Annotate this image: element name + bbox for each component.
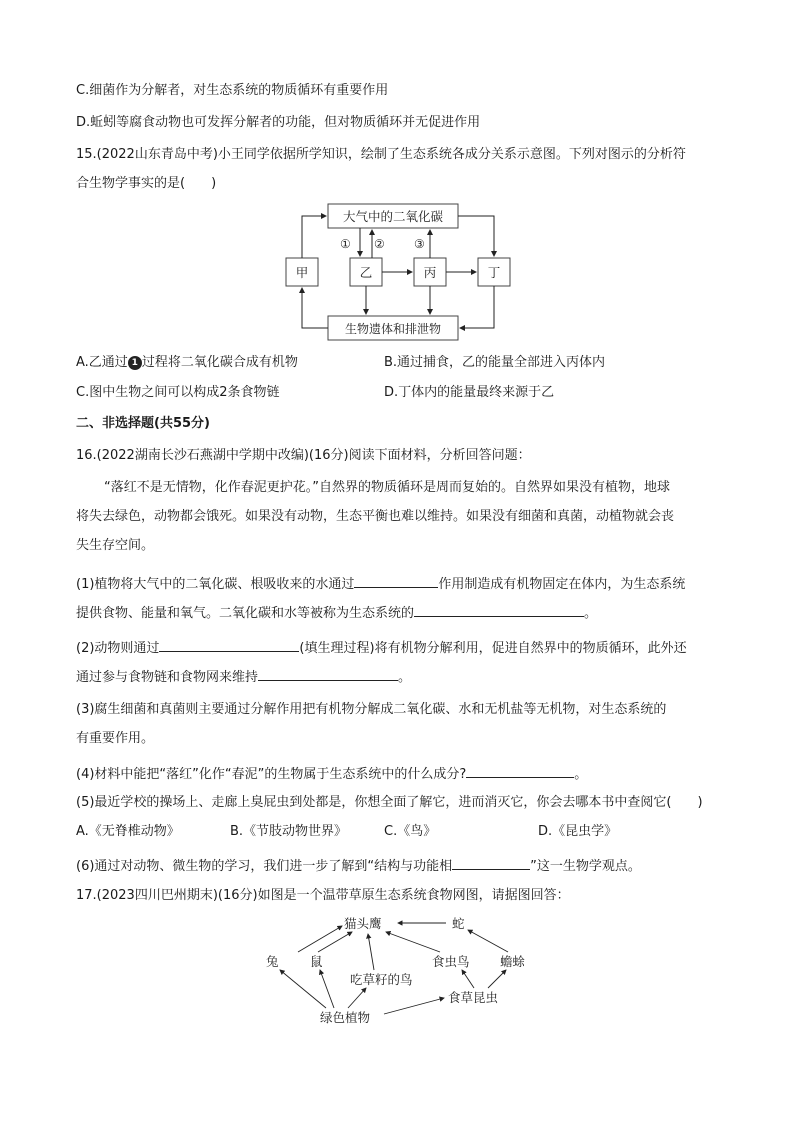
section-heading: 二、非选择题(共55分) — [76, 416, 210, 431]
q16-sub1-line1 — [76, 573, 685, 594]
node-mouse: 鼠 — [310, 954, 323, 969]
q16-sub2-text-d: 。 — [398, 670, 412, 685]
q16-para-line1: “落红不是无情物，化作春泥更护花。”自然界的物质循环是周而复始的。自然界如果没有植物，地球 — [104, 480, 670, 495]
q15-stem-line1: 15.(2022山东青岛中考)小王同学依据所学知识，绘制了生态系统各成分关系示意图。下列对图示的分析符 — [76, 147, 686, 162]
label-yi: 乙 — [359, 265, 373, 280]
q16-sub4-text-b: 。 — [574, 767, 588, 782]
q16-sub5-option-b: B.《节肢动物世界》 — [230, 824, 348, 839]
node-toad: 蟾蜍 — [500, 954, 526, 969]
node-insect-bird: 食虫鸟 — [432, 954, 470, 969]
q14-option-c: C.细菌作为分解者，对生态系统的物质循环有重要作用 — [76, 83, 389, 98]
q16-sub6-text-a: (6)通过对动物、微生物的学习，我们进一步了解到“结构与功能相 — [76, 859, 453, 874]
q16-sub3-line1: (3)腐生细菌和真菌则主要通过分解作用把有机物分解成二氧化碳、水和无机盐等无机物，对生态系统的 — [76, 702, 667, 717]
q16-sub1-text-c: 提供食物、能量和氧气。二氧化碳和水等被称为生态系统的 — [76, 606, 415, 621]
q16-sub1-line2 — [76, 602, 597, 623]
q15-option-d: D.丁体内的能量最终来源于乙 — [384, 385, 555, 400]
node-insect: 食草昆虫 — [448, 990, 499, 1005]
ecosystem-diagram — [280, 198, 520, 348]
label-remains: 生物遗体和排泄物 — [344, 322, 442, 336]
answer-blank-5[interactable] — [466, 763, 574, 778]
q15-stem-line2: 合生物学事实的是( ) — [76, 176, 217, 191]
q16-sub1-text-a: (1)植物将大气中的二氧化碳、根吸收来的水通过 — [76, 577, 355, 592]
label-jia: 甲 — [295, 265, 309, 280]
q16-sub2-text-c: 通过参与食物链和食物网来维持 — [76, 670, 259, 685]
label-co2: 大气中的二氧化碳 — [342, 209, 444, 224]
q16-para-line3: 失生存空间。 — [76, 538, 155, 553]
q17-stem: 17.(2023四川巴州期末)(16分)如图是一个温带草原生态系统食物网图，请据图回答： — [76, 888, 570, 903]
q15-option-b: B.通过捕食，乙的能量全部进入丙体内 — [384, 355, 606, 370]
q16-para-line2: 将失去绿色，动物都会饿死。如果没有动物，生态平衡也难以维持。如果没有细菌和真菌，动植物就会丧 — [76, 509, 675, 524]
q16-sub1-text-b: 作用制造成有机物固定在体内，为生态系统 — [438, 577, 686, 592]
q15-option-a-pre: A.乙通过 — [76, 355, 128, 370]
node-seed-bird: 吃草籽的鸟 — [350, 972, 413, 987]
answer-blank-3[interactable] — [159, 637, 299, 652]
num-2: ② — [374, 237, 385, 251]
q16-sub1-text-d: 。 — [584, 606, 598, 621]
q16-stem: 16.(2022湖南长沙石燕湖中学期中改编)(16分)阅读下面材料，分析回答问题： — [76, 448, 531, 463]
node-rabbit: 兔 — [266, 954, 279, 969]
q16-sub5-option-c: C.《鸟》 — [384, 824, 437, 839]
answer-blank-1[interactable] — [354, 573, 438, 588]
num-3: ③ — [414, 237, 425, 251]
node-snake: 蛇 — [452, 916, 465, 931]
label-bing: 丙 — [423, 265, 437, 280]
q16-sub5: (5)最近学校的操场上、走廊上臭屁虫到处都是，你想全面了解它，进而消灭它，你会去哪本书中查阅它( ) — [76, 795, 703, 810]
food-web-diagram — [256, 912, 546, 1027]
q16-sub2-line1 — [76, 637, 687, 658]
answer-blank-4[interactable] — [258, 666, 398, 681]
q15-option-a — [76, 354, 298, 372]
q16-sub4 — [76, 763, 587, 784]
q16-sub2-text-b: (填生理过程)将有机物分解利用，促进自然界中的物质循环，此外还 — [299, 641, 687, 656]
q16-sub2-text-a: (2)动物则通过 — [76, 641, 160, 656]
answer-blank-6[interactable] — [452, 855, 530, 870]
q16-sub5-option-d: D.《昆虫学》 — [538, 824, 618, 839]
q16-sub6 — [76, 855, 641, 876]
q16-sub5-option-a: A.《无脊椎动物》 — [76, 824, 180, 839]
q16-sub6-text-b: ”这一生物学观点。 — [530, 859, 641, 874]
answer-blank-2[interactable] — [414, 602, 584, 617]
num-1: ① — [340, 237, 351, 251]
label-ding: 丁 — [487, 265, 501, 280]
circled-number-1: 1 — [128, 356, 142, 370]
q15-option-c: C.图中生物之间可以构成2条食物链 — [76, 385, 280, 400]
node-owl: 猫头鹰 — [344, 916, 382, 931]
q14-option-d: D.蚯蚓等腐食动物也可发挥分解者的功能，但对物质循环并无促进作用 — [76, 115, 481, 130]
q15-option-a-post: 过程将二氧化碳合成有机物 — [141, 355, 298, 370]
q16-sub4-text-a: (4)材料中能把“落红”化作“春泥”的生物属于生态系统中的什么成分? — [76, 767, 467, 782]
node-plant: 绿色植物 — [320, 1010, 371, 1025]
q16-sub2-line2 — [76, 666, 411, 687]
q16-sub3-line2: 有重要作用。 — [76, 731, 155, 746]
